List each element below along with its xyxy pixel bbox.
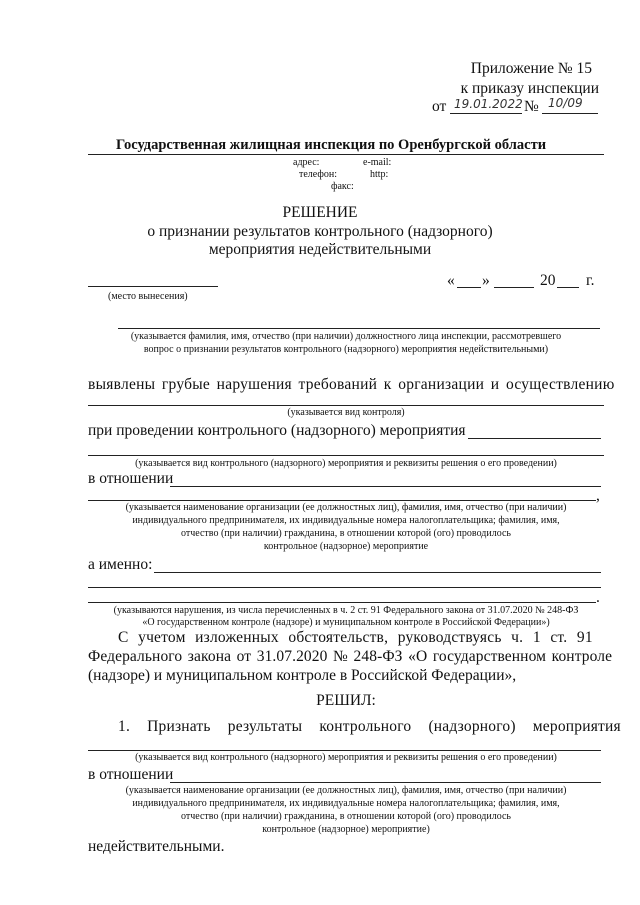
violations-text: выявлены грубые нарушения требований к организации и осуществлению [88,376,615,393]
control-type-line [88,405,604,406]
subject2-hint-1: (указывается наименование организации (ее должностных лиц), фамилия, имя, отчество (при наличии) [125,785,567,796]
decided-heading: РЕШИЛ: [316,692,376,709]
org-email: e-mail: [363,157,392,168]
namely-period: . [596,589,600,606]
regarding-label: в отношении [88,470,174,487]
doc-subtitle-1: о признании результатов контрольного (надзорного) [147,223,493,240]
date-open-quote: « [447,272,455,289]
namely-line-3 [88,602,596,603]
subject-hint-3: отчество (при наличии) гражданина, в отношении которой (ого) проводилось [181,528,511,539]
item-1: 1. Признать результаты контрольного (надзорного) мероприятия [118,718,621,735]
measure2-line [88,750,601,751]
place-line [88,286,218,287]
regarding2-line [170,782,601,783]
org-address: адрес: [293,157,320,168]
regarding-line-2 [88,500,596,501]
appendix-line-2: к приказу инспекции [460,80,599,97]
official-hint-2: вопрос о признании результатов контрольного (надзорного) мероприятия недействительными) [143,344,549,355]
subject2-hint-3: отчество (при наличии) гражданина, в отношении которой (ого) проводилось [181,811,511,822]
official-line [118,328,600,329]
subject2-hint-2: индивидуального предпринимателя, их индивидуальные номера налогоплательщика; фамилия, имя, [132,798,560,809]
measure-hint-2: (указывается вид контрольного (надзорного) мероприятия и реквизиты решения о его проведении) [135,752,557,763]
handwritten-number: 10/09 [548,96,583,110]
appendix-ot: от [432,98,447,115]
during-line [468,438,601,439]
place-hint: (место вынесения) [108,291,188,302]
appendix-no: № [524,98,539,115]
control-type-hint: (указывается вид контроля) [287,407,405,418]
day-line [457,287,481,288]
namely-line-1 [154,572,601,573]
handwritten-date: 19.01.2022 [454,97,523,111]
subject-hint-2: индивидуального предпринимателя, их индивидуальные номера налогоплательщика; фамилия, имя, [132,515,560,526]
namely-label: а именно: [88,556,153,573]
violations-hint-2: «О государственном контроле (надзоре) и муниципальном контроле в Российской Федерации») [142,617,550,628]
measure-hint: (указывается вид контрольного (надзорного) мероприятия и реквизиты решения о его проведении) [135,458,557,469]
violations-hint-1: (указываются нарушения, из числа перечисленных в ч. 2 ст. 91 Федерального закона от 31.07.2020 № 248-ФЗ [113,605,579,616]
during-text: при проведении контрольного (надзорного) мероприятия [88,422,466,439]
measure-line [88,455,604,456]
org-underline [88,154,604,155]
regarding-line [170,486,601,487]
month-line [494,287,534,288]
paragraph-line-3: (надзоре) и муниципальном контроле в Российской Федерации», [88,667,517,684]
subject-hint-1: (указывается наименование организации (ее должностных лиц), фамилия, имя, отчество (при наличии) [125,502,567,513]
year-line [557,287,579,288]
subject-hint-4: контрольное (надзорное) мероприятие [263,541,429,552]
paragraph-line-1: С учетом изложенных обстоятельств, руководствуясь ч. 1 ст. 91 [118,629,593,646]
org-fax: факс: [331,181,354,192]
paragraph-line-2: Федерального закона от 31.07.2020 № 248-ФЗ «О государственном контроле [88,648,613,665]
date-underline [450,113,522,114]
regarding-comma: , [596,487,600,504]
doc-title: РЕШЕНИЕ [282,204,358,221]
doc-subtitle-2: мероприятия недействительными [208,241,432,258]
subject2-hint-4: контрольное (надзорное) мероприятие) [262,824,430,835]
official-hint-1: (указывается фамилия, имя, отчество (при наличии) должностного лица инспекции, рассмотревшего [130,331,562,342]
namely-line-2 [88,587,601,588]
invalid-text: недействительными. [88,838,225,855]
appendix-line-1: Приложение № 15 [470,60,592,77]
year-suffix: г. [586,272,595,289]
date-close-quote: » [482,272,490,289]
year-prefix: 20 [540,272,556,289]
regarding-label-2: в отношении [88,766,174,783]
org-phone: телефон: [299,169,337,180]
org-name: Государственная жилищная инспекция по Оренбургской области [116,137,547,153]
org-http: http: [370,169,389,180]
number-underline [542,113,598,114]
